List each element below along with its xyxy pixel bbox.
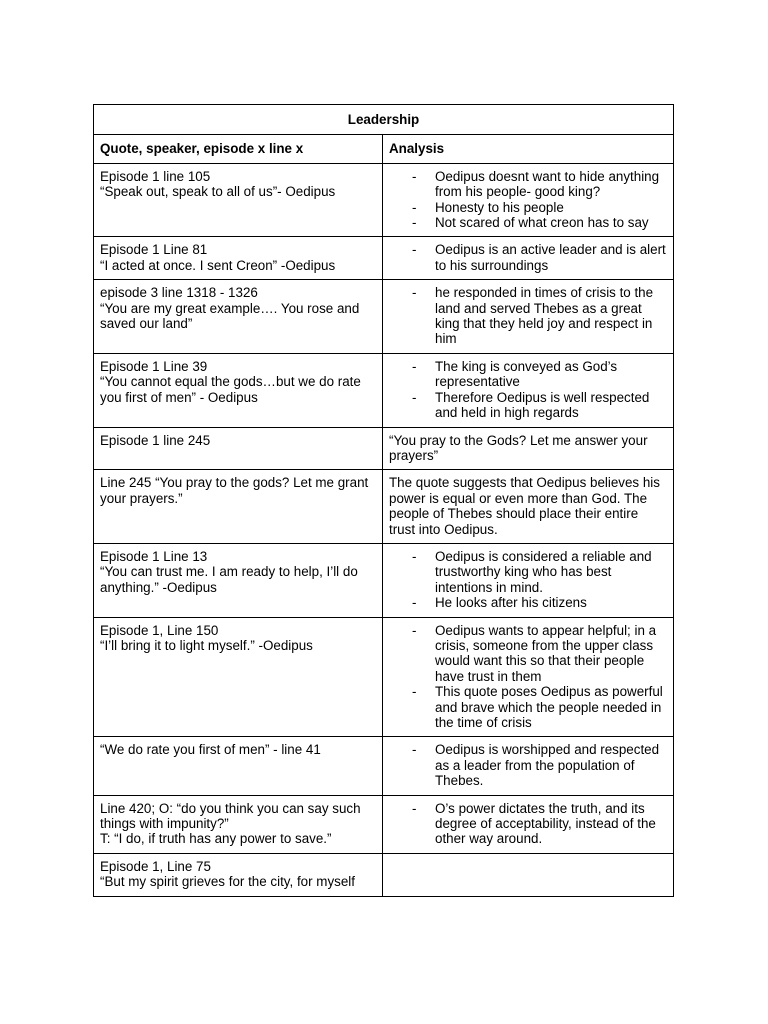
analysis-list-item (389, 215, 667, 230)
analysis-cell (383, 280, 674, 354)
quote-line: “But my spirit grieves for the city, for myself (100, 874, 355, 890)
quote-line: Episode 1, Line 150 (100, 622, 219, 638)
dash-bullet-icon: - (412, 215, 417, 231)
header-row (94, 135, 674, 163)
analysis-list-item (389, 742, 667, 788)
analysis-cell (383, 427, 674, 470)
leadership-table (93, 104, 674, 897)
quote-cell (94, 237, 383, 280)
analysis-list (389, 285, 667, 347)
table-row (94, 853, 674, 896)
analysis-cell (383, 617, 674, 737)
quote-line: “I’ll bring it to light myself.” -Oedipus (100, 637, 313, 653)
analysis-list (389, 549, 667, 611)
analysis-list-item (389, 359, 667, 390)
quote-line: Line 245 “You pray to the gods? Let me grant your prayers.” (100, 475, 372, 506)
analysis-text: O’s power dictates the truth, and its degree of acceptability, instead of the other way around. (435, 800, 656, 847)
analysis-text: “You pray to the Gods? Let me answer your prayers” (389, 432, 652, 463)
quote-line: Episode 1 Line 13 (100, 548, 208, 564)
analysis-list-item (389, 801, 667, 847)
dash-bullet-icon: - (412, 358, 417, 374)
analysis-list-item (389, 623, 667, 685)
analysis-cell (383, 470, 674, 544)
analysis-text: Oedipus wants to appear helpful; in a crisis, someone from the upper class would want this so that their people have trust in them (435, 622, 657, 684)
quote-line: “You are my great example…. You rose and saved our land” (100, 300, 364, 332)
analysis-text: Honesty to his people (435, 199, 564, 215)
table-title: Leadership (94, 105, 674, 135)
quote-line: Episode 1 Line 39 (100, 358, 208, 374)
analysis-cell (383, 543, 674, 617)
analysis-text: Oedipus is considered a reliable and trustworthy king who has best intentions in mind. (435, 548, 652, 595)
analysis-list-item (389, 595, 667, 610)
analysis-list-item (389, 285, 667, 347)
dash-bullet-icon: - (412, 622, 417, 638)
analysis-list-item (389, 169, 667, 200)
quote-line: Episode 1 line 245 (100, 432, 211, 448)
quote-cell (94, 163, 383, 237)
quote-cell (94, 427, 383, 470)
analysis-cell (383, 853, 674, 896)
table-row (94, 737, 674, 795)
table-row (94, 353, 674, 427)
analysis-text: Therefore Oedipus is well respected and held in high regards (435, 389, 650, 421)
analysis-text: The quote suggests that Oedipus believes his power is equal or even more than God. The people of Thebes should place their entire trust into Oedipus. (389, 475, 664, 537)
quote-cell (94, 543, 383, 617)
dash-bullet-icon: - (412, 800, 417, 816)
analysis-list (389, 623, 667, 731)
quote-line: “We do rate you first of men” - line 41 (100, 742, 321, 758)
quote-cell (94, 853, 383, 896)
column-header-analysis: Analysis (383, 135, 674, 163)
dash-bullet-icon: - (412, 595, 417, 611)
analysis-list-item (389, 242, 667, 273)
quote-line: Episode 1, Line 75 (100, 858, 211, 874)
analysis-cell (383, 237, 674, 280)
analysis-list-item (389, 390, 667, 421)
analysis-text: Oedipus doesnt want to hide anything from his people- good king? (435, 168, 660, 200)
table-row (94, 280, 674, 354)
column-header-quote: Quote, speaker, episode x line x (94, 135, 383, 163)
analysis-list (389, 801, 667, 847)
quote-cell (94, 280, 383, 354)
quote-line: Line 420; O: “do you think you can say such things with impunity?” (100, 800, 365, 832)
quote-line: “I acted at once. I sent Creon” -Oedipus (100, 257, 336, 273)
dash-bullet-icon: - (412, 548, 417, 564)
dash-bullet-icon: - (412, 684, 417, 700)
analysis-text: The king is conveyed as God’s representative (435, 358, 618, 390)
quote-cell (94, 353, 383, 427)
quote-cell (94, 470, 383, 544)
analysis-cell (383, 163, 674, 237)
dash-bullet-icon: - (412, 242, 417, 258)
dash-bullet-icon: - (412, 199, 417, 215)
analysis-text: Not scared of what creon has to say (435, 215, 649, 231)
title-row (94, 105, 674, 135)
table-row (94, 543, 674, 617)
analysis-text: Oedipus is worshipped and respected as a leader from the population of Thebes. (435, 742, 660, 789)
table-row (94, 427, 674, 470)
quote-line: Episode 1 Line 81 (100, 242, 208, 258)
table-row (94, 470, 674, 544)
analysis-cell (383, 353, 674, 427)
analysis-text: Oedipus is an active leader and is alert to his surroundings (435, 242, 666, 273)
table-row (94, 163, 674, 237)
quote-line: “Speak out, speak to all of us”- Oedipus (100, 184, 336, 200)
analysis-list-item (389, 684, 667, 730)
analysis-text: he responded in times of crisis to the land and served Thebes as a great king that they held joy and respect in him (435, 285, 654, 347)
analysis-list-item (389, 549, 667, 595)
table-row (94, 617, 674, 737)
analysis-list (389, 169, 667, 231)
quote-line: T: “I do, if truth has any power to save.” (100, 831, 332, 847)
quote-cell (94, 617, 383, 737)
quote-line: “You cannot equal the gods…but we do rate you first of men” - Oedipus (100, 374, 365, 405)
analysis-cell (383, 795, 674, 853)
analysis-cell (383, 737, 674, 795)
analysis-text: This quote poses Oedipus as powerful and brave which the people needed in the time of crisis (435, 684, 663, 730)
quote-cell (94, 795, 383, 853)
dash-bullet-icon: - (412, 168, 417, 184)
quote-cell (94, 737, 383, 795)
analysis-list (389, 242, 667, 273)
table-row (94, 237, 674, 280)
quote-line: “You can trust me. I am ready to help, I’ll do anything.” -Oedipus (100, 564, 362, 595)
analysis-list (389, 742, 667, 788)
analysis-text: He looks after his citizens (435, 595, 587, 611)
analysis-list-item (389, 200, 667, 215)
quote-line: Episode 1 line 105 (100, 168, 211, 184)
dash-bullet-icon: - (412, 742, 417, 758)
dash-bullet-icon: - (412, 389, 417, 405)
analysis-list (389, 359, 667, 421)
quote-line: episode 3 line 1318 - 1326 (100, 285, 258, 301)
table-row (94, 795, 674, 853)
dash-bullet-icon: - (412, 285, 417, 301)
